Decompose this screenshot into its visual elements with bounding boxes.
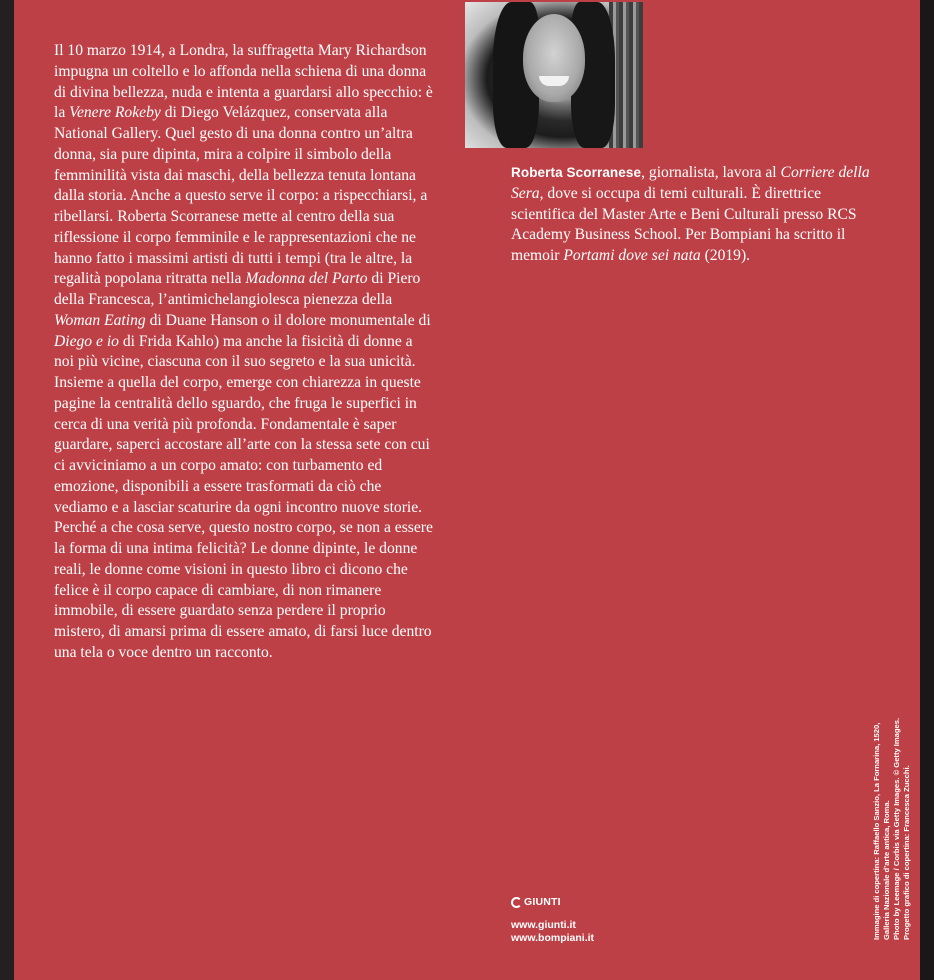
artwork-title: Venere Rokeby xyxy=(69,104,161,122)
author-photo xyxy=(465,2,643,148)
giunti-logo-text: GIUNTI xyxy=(524,896,561,908)
url-bompiani: www.bompiani.it xyxy=(511,932,595,944)
bio-text-2: , dove si occupa di temi culturali. È direttrice scientifica del Master Arte e Beni Culturali presso RCS Academy Business School. Per Bompiani ha scritto il memoir xyxy=(511,184,857,264)
credit-line-4: Progetto grafico di copertina: Francesca Zucchi. xyxy=(902,765,911,940)
blurb-text xyxy=(54,41,434,664)
publisher-urls xyxy=(511,919,594,945)
giunti-logo-icon xyxy=(511,897,522,908)
giunti-logo xyxy=(511,896,594,908)
author-face xyxy=(523,14,585,102)
url-giunti: www.giunti.it xyxy=(511,919,576,931)
author-name: Roberta Scorranese xyxy=(511,165,642,180)
blurb-paragraph xyxy=(54,518,434,663)
bio-newspaper: Corriere della Sera xyxy=(511,164,870,202)
blurb-run: Il 10 marzo 1914, a Londra, la suffragetta Mary Richardson impugna un coltello e lo affonda nella schiena di una donna di divina bellezza, nuda e intenta a guardarsi allo specchio: è la xyxy=(54,42,433,122)
blurb-run: di Piero della Francesca, l’antimichelangiolesca pienezza della xyxy=(54,270,421,308)
blurb-run: di Duane Hanson o il dolore monumentale di xyxy=(145,311,431,329)
artwork-title: Madonna del Parto xyxy=(245,270,368,288)
credit-line-1: Immagine di copertina: Raffaello Sanzio, La Fornarina, 1520, xyxy=(872,722,881,940)
bio-text-1: , giornalista, lavora al xyxy=(641,164,781,181)
bio-text-3: (2019). xyxy=(700,247,751,264)
artwork-title: Diego e io xyxy=(54,332,119,350)
blurb-paragraph xyxy=(54,373,434,518)
credit-line-2: Galleria Nazionale d’arte antica, Roma. xyxy=(882,800,891,940)
blurb-run: Perché a che cosa serve, questo nostro corpo, se non a essere la forma di una intima felicità? Le donne dipinte, le donne reali, le donne come visioni in questo libro ci dicono che felice è il corpo capace di cambiare, di non rimanere immobile, di essere guardato senza perdere il proprio mistero, di amarsi prima di essere amato, di farsi luce dentro una tela o voce dentro un racconto. xyxy=(54,519,433,661)
blurb-run: Insieme a quella del corpo, emerge con chiarezza in queste pagine la centralità dello sguardo, che fruga le superfici in cerca di una verità più profonda. Fondamentale è saper guardare, saperci accostare all’arte con la stessa sete con cui ci avviciniamo a un corpo amato: con turbamento ed emozione, disponibili a essere trasformati da ciò che vediamo e a lasciar scaturire da ogni incontro nuove storie. xyxy=(54,374,430,516)
book-spine-edge xyxy=(920,0,934,980)
artwork-title: Woman Eating xyxy=(54,311,146,329)
blurb-run: di Diego Velázquez, conservata alla National Gallery. Quel gesto di una donna contro un’altra donna, sia pure dipinta, mira a colpire il simbolo della femminilità vista dai maschi, della bellezza tenuta lontana dalla storia. Anche a questo serve il corpo: a rispecchiarsi, a ribellarsi. Roberta Scorranese mette al centro della sua riflessione il corpo femminile e le rappresentazioni che ne hanno fatto i massimi artisti di tutti i tempi (tra le altre, la regalità popolana ritratta nella xyxy=(54,104,428,288)
book-left-edge xyxy=(0,0,14,980)
blurb-run: di Frida Kahlo) ma anche la fisicità di donne a noi più vicine, ciascuna con il suo segreto e la sua unicità. xyxy=(54,332,416,371)
blurb-paragraph xyxy=(54,41,434,373)
bio-book-title: Portami dove sei nata xyxy=(563,247,701,264)
author-bio xyxy=(511,163,881,267)
image-credits xyxy=(872,700,912,940)
publisher-block xyxy=(511,896,594,945)
credit-line-3: Photo by Leemage / Corbis via Getty Images. © Getty Images. xyxy=(892,717,901,940)
